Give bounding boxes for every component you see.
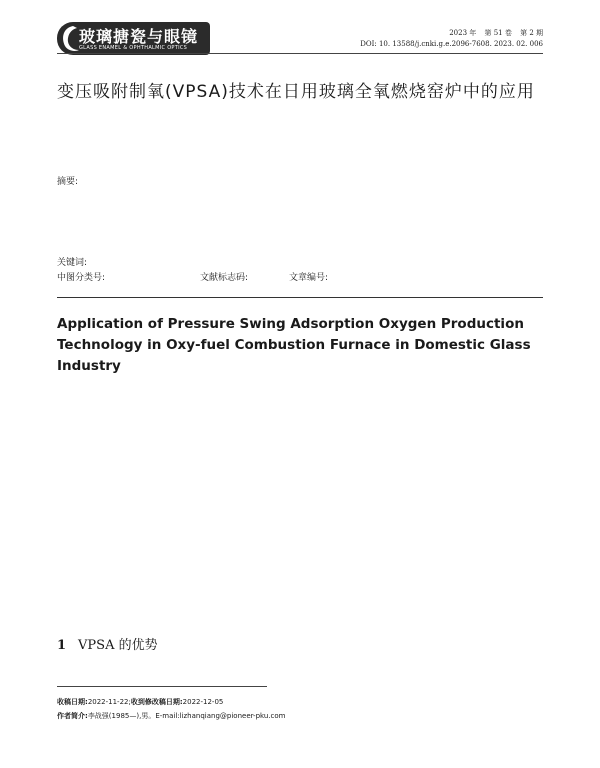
footnote-divider	[57, 686, 267, 687]
issue-volume: 第 51 卷	[484, 29, 512, 37]
journal-subtitle: GLASS ENAMEL & OPHTHALMIC OPTICS	[79, 45, 188, 51]
received-line	[57, 697, 223, 707]
article-id-label: 文章编号:	[289, 273, 329, 283]
author-line	[57, 711, 285, 721]
issue-year: 2023 年	[449, 29, 477, 37]
issue-number: 第 2 期	[520, 29, 543, 37]
title-divider	[57, 297, 543, 298]
section-title: VPSA 的优势	[78, 638, 158, 653]
doi: DOI: 10. 13588/j.cnki.g.e.2096-7608. 2023. 02. 006	[360, 40, 543, 48]
revised-date: 2022-12-05	[182, 698, 224, 706]
revised-label: 收到修改稿日期:	[130, 698, 183, 706]
received-date: 2022-11-22;	[87, 698, 131, 706]
journal-name: 玻璃搪瓷与眼镜	[79, 27, 199, 46]
abstract-label: 摘要:	[57, 177, 79, 187]
section-number: 1	[57, 638, 67, 653]
section-heading	[57, 634, 158, 653]
received-label: 收稿日期:	[57, 698, 88, 706]
header-divider	[57, 53, 543, 54]
english-title: Application of Pressure Swing Adsorption Oxygen Production Technology in Oxy-fuel Combustion Furnace in Domestic Glass Industry	[57, 316, 531, 374]
journal-logo	[57, 22, 210, 55]
author-info: 李战强(1985—),男。E-mail:lizhanqiang@pioneer-pku.com	[87, 712, 286, 720]
document-code-label: 文献标志码:	[200, 273, 249, 283]
keywords-label: 关键词:	[57, 258, 88, 268]
clc-label: 中图分类号:	[57, 273, 106, 283]
author-label: 作者简介:	[57, 712, 88, 720]
chinese-title: 变压吸附制氧(VPSA)技术在日用玻璃全氧燃烧窑炉中的应用	[57, 82, 535, 102]
issue-info	[443, 28, 543, 38]
